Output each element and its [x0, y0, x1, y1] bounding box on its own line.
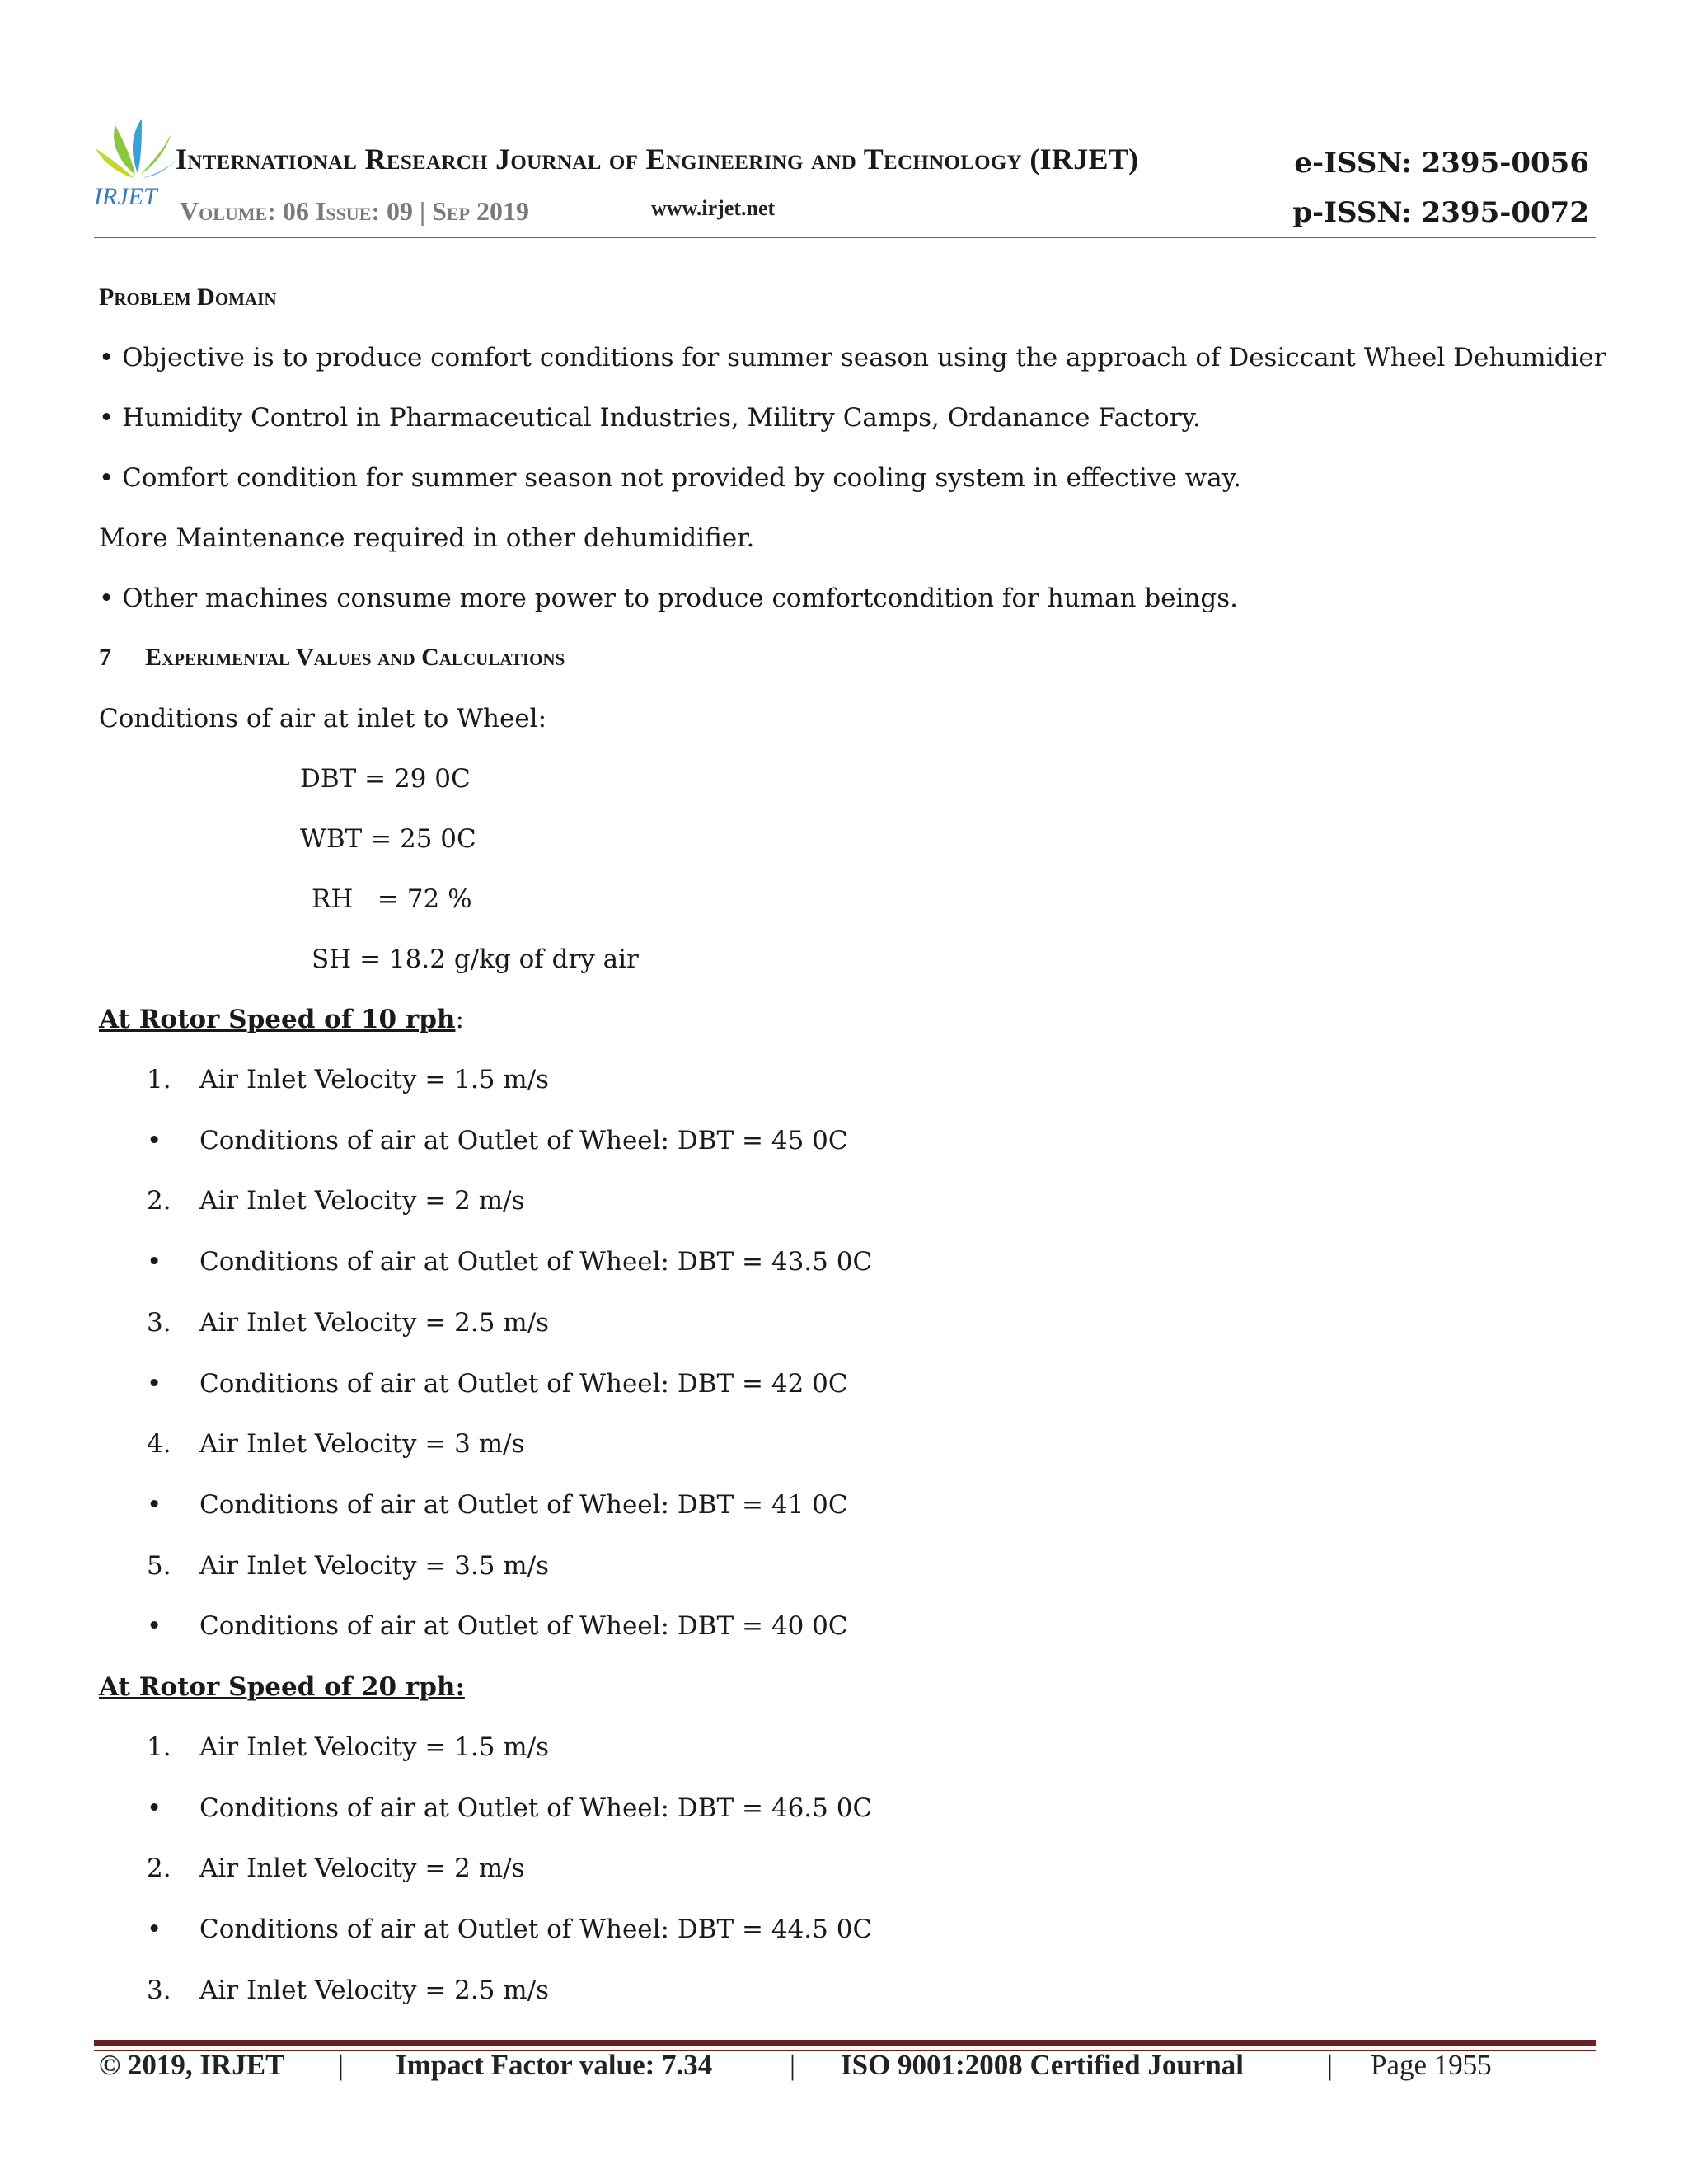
rotor-10-heading	[99, 1005, 464, 1034]
list-number: 3.	[147, 1975, 171, 2005]
footer-separator: |	[790, 2049, 796, 2081]
p-issn: p-ISSN: 2395-0072	[1292, 196, 1589, 229]
bullet-marker: •	[147, 1489, 162, 1520]
problem-line: • Other machines consume more power to produce comfortcondition for human beings.	[99, 583, 1239, 613]
rotor-20-heading: At Rotor Speed of 20 rph:	[99, 1672, 465, 1702]
footer-divider	[94, 2040, 1596, 2046]
journal-title: International Research Journal of Engineering and Technology (IRJET)	[176, 143, 1139, 176]
list-item: Air Inlet Velocity = 2 m/s	[199, 1186, 525, 1216]
footer-separator: |	[1327, 2049, 1334, 2081]
footer-impact-factor: Impact Factor value: 7.34	[396, 2049, 713, 2081]
inlet-intro: Conditions of air at inlet to Wheel:	[99, 704, 547, 733]
problem-line: • Objective is to produce comfort conditions for summer season using the approach of Desiccant Wheel Dehumidier	[99, 343, 1606, 373]
section-7-heading	[99, 644, 565, 672]
e-issn: e-ISSN: 2395-0056	[1294, 147, 1589, 180]
bullet-marker: •	[147, 1247, 162, 1277]
inlet-wbt: WBT = 25 0C	[300, 824, 476, 854]
list-number: 5.	[147, 1550, 171, 1581]
list-item: Air Inlet Velocity = 1.5 m/s	[199, 1732, 550, 1762]
bullet-marker: •	[147, 1793, 162, 1823]
list-number: 4.	[147, 1429, 171, 1460]
problem-domain-heading: Problem Domain	[99, 284, 277, 311]
list-item: Air Inlet Velocity = 2 m/s	[199, 1854, 525, 1884]
rotor-10-title: At Rotor Speed of 10 rph	[99, 1005, 456, 1034]
bullet-marker: •	[147, 1611, 162, 1642]
rotor-10-colon: :	[455, 1005, 464, 1034]
bullet-marker: •	[147, 1125, 162, 1155]
footer-iso: ISO 9001:2008 Certified Journal	[841, 2049, 1245, 2081]
list-number: 1.	[147, 1732, 171, 1762]
list-item: Conditions of air at Outlet of Wheel: DBT = 40 0C	[199, 1611, 848, 1642]
bullet-marker: •	[147, 1915, 162, 1945]
list-item: Conditions of air at Outlet of Wheel: DBT = 44.5 0C	[199, 1915, 873, 1945]
list-number: 2.	[147, 1854, 171, 1884]
website-link[interactable]: www.irjet.net	[651, 196, 776, 220]
list-item: Conditions of air at Outlet of Wheel: DBT = 43.5 0C	[199, 1247, 873, 1277]
list-number: 1.	[147, 1065, 171, 1094]
inlet-sh: SH = 18.2 g/kg of dry air	[312, 944, 639, 974]
list-item: Air Inlet Velocity = 1.5 m/s	[199, 1065, 550, 1094]
list-item: Air Inlet Velocity = 2.5 m/s	[199, 1307, 550, 1338]
list-item: Conditions of air at Outlet of Wheel: DBT = 46.5 0C	[199, 1793, 873, 1823]
footer-page-number: Page 1955	[1371, 2049, 1492, 2081]
bullet-marker: •	[147, 1368, 162, 1399]
list-item: Conditions of air at Outlet of Wheel: DBT = 45 0C	[199, 1125, 848, 1155]
list-item: Conditions of air at Outlet of Wheel: DBT = 41 0C	[199, 1489, 848, 1520]
volume-issue: Volume: 06 Issue: 09 | Sep 2019	[180, 196, 529, 226]
footer-separator: |	[338, 2049, 345, 2081]
inlet-dbt: DBT = 29 0C	[300, 764, 471, 794]
section-number: 7	[99, 644, 111, 671]
section-title: Experimental Values and Calculations	[145, 644, 565, 671]
irjet-logo	[92, 115, 183, 214]
svg-text:IRJET: IRJET	[94, 183, 157, 210]
footer-copyright: © 2019, IRJET	[99, 2049, 285, 2081]
header-divider	[94, 237, 1596, 238]
list-item: Air Inlet Velocity = 3.5 m/s	[199, 1550, 550, 1581]
problem-line: More Maintenance required in other dehumidifier.	[99, 523, 755, 553]
list-number: 2.	[147, 1186, 171, 1216]
list-number: 3.	[147, 1307, 171, 1338]
inlet-rh: RH = 72 %	[312, 884, 472, 914]
list-item: Air Inlet Velocity = 2.5 m/s	[199, 1975, 550, 2005]
list-item: Air Inlet Velocity = 3 m/s	[199, 1429, 525, 1460]
list-item: Conditions of air at Outlet of Wheel: DBT = 42 0C	[199, 1368, 848, 1399]
problem-line: • Humidity Control in Pharmaceutical Industries, Militry Camps, Ordanance Factory.	[99, 403, 1201, 433]
problem-line: • Comfort condition for summer season not provided by cooling system in effective way.	[99, 463, 1241, 493]
